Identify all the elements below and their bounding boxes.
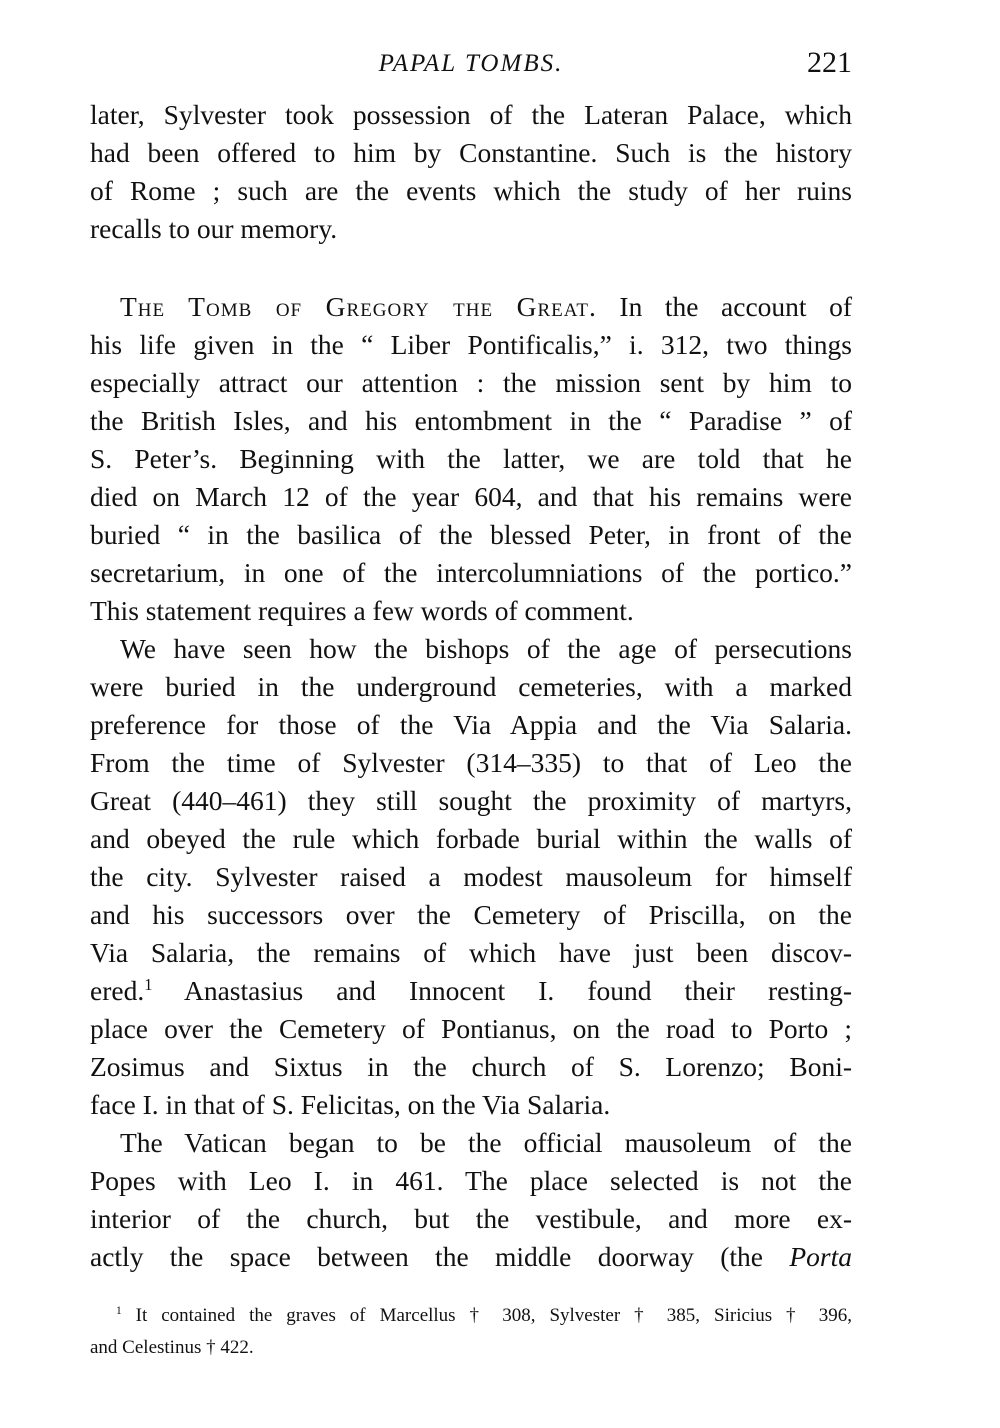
- text-line: The Vatican began to be the official mausoleum of the: [120, 1127, 852, 1158]
- text-line: the city. Sylvester raised a modest mausoleum for himself: [90, 861, 852, 892]
- text-line: [90, 972, 852, 1010]
- text-line: From the time of Sylvester (314–335) to that of Leo the: [90, 747, 852, 778]
- running-head: [90, 44, 852, 84]
- text-line: face I. in that of S. Felicitas, on the Via Salaria.: [90, 1089, 611, 1120]
- text-line: later, Sylvester took possession of the Lateran Palace, which: [90, 99, 852, 130]
- text-line: S. Peter’s. Beginning with the latter, we are told that he: [90, 443, 852, 474]
- text-line: died on March 12 of the year 604, and that his remains were: [90, 481, 852, 512]
- paragraph-vatican-mausoleum: [90, 1124, 852, 1276]
- text-line: of Rome ; such are the events which the study of her ruins: [90, 175, 852, 206]
- text-line: his life given in the “ Liber Pontificalis,” i. 312, two things: [90, 329, 852, 360]
- paragraph-lateran: [90, 96, 852, 248]
- paragraph-tomb-of-gregory: [90, 288, 852, 630]
- text-line: and obeyed the rule which forbade burial within the walls of: [90, 823, 852, 854]
- footnote: [90, 1300, 852, 1364]
- text-line: [90, 288, 852, 326]
- text-line: place over the Cemetery of Pontianus, on the road to Porto ;: [90, 1013, 852, 1044]
- text-line: Popes with Leo I. in 461. The place selected is not the: [90, 1165, 852, 1196]
- footnote-line: [90, 1300, 852, 1332]
- footnote-line: and Celestinus † 422.: [90, 1337, 254, 1358]
- footnote-text: It contained the graves of Marcellus † 308, Sylvester † 385, Siricius † 396,: [135, 1305, 852, 1326]
- footnote-marker: 1: [116, 1305, 122, 1318]
- text-line: We have seen how the bishops of the age of persecutions: [120, 633, 852, 664]
- text-line: recalls to our memory.: [90, 213, 338, 244]
- text-line: Great (440–461) they still sought the proximity of martyrs,: [90, 785, 852, 816]
- line-rest: Anastasius and Innocent I. found their resting-: [152, 975, 852, 1006]
- text-line: Zosimus and Sixtus in the church of S. Lorenzo; Boni-: [90, 1051, 852, 1082]
- text-line: preference for those of the Via Appia and the Via Salaria.: [90, 709, 852, 740]
- running-title: PAPAL TOMBS.: [378, 50, 564, 77]
- italic-term: Porta: [789, 1241, 852, 1272]
- heading-line-rest: In the account of: [619, 291, 852, 322]
- text-line: [90, 1238, 852, 1276]
- footnote-reference[interactable]: 1: [144, 975, 153, 995]
- line-start: actly the space between the middle doorway (the: [90, 1241, 764, 1272]
- text-line: interior of the church, but the vestibule, and more ex-: [90, 1203, 852, 1234]
- text-line: Via Salaria, the remains of which have just been discov-: [90, 937, 852, 968]
- text-line: This statement requires a few words of comment.: [90, 595, 634, 626]
- text-line: had been offered to him by Constantine. Such is the history: [90, 137, 852, 168]
- text-line: were buried in the underground cemeteries, with a marked: [90, 671, 852, 702]
- text-line: buried “ in the basilica of the blessed Peter, in front of the: [90, 519, 852, 550]
- section-heading: The Tomb of Gregory the Great.: [120, 291, 597, 322]
- text-line: the British Isles, and his entombment in the “ Paradise ” of: [90, 405, 852, 436]
- page-number: 221: [807, 46, 852, 79]
- text-line: especially attract our attention : the mission sent by him to: [90, 367, 852, 398]
- text-line: and his successors over the Cemetery of Priscilla, on the: [90, 899, 852, 930]
- paragraph-bishops-burial: [90, 630, 852, 1124]
- text-line: secretarium, in one of the intercolumniations of the portico.”: [90, 557, 852, 588]
- line-start: ered.: [90, 975, 145, 1006]
